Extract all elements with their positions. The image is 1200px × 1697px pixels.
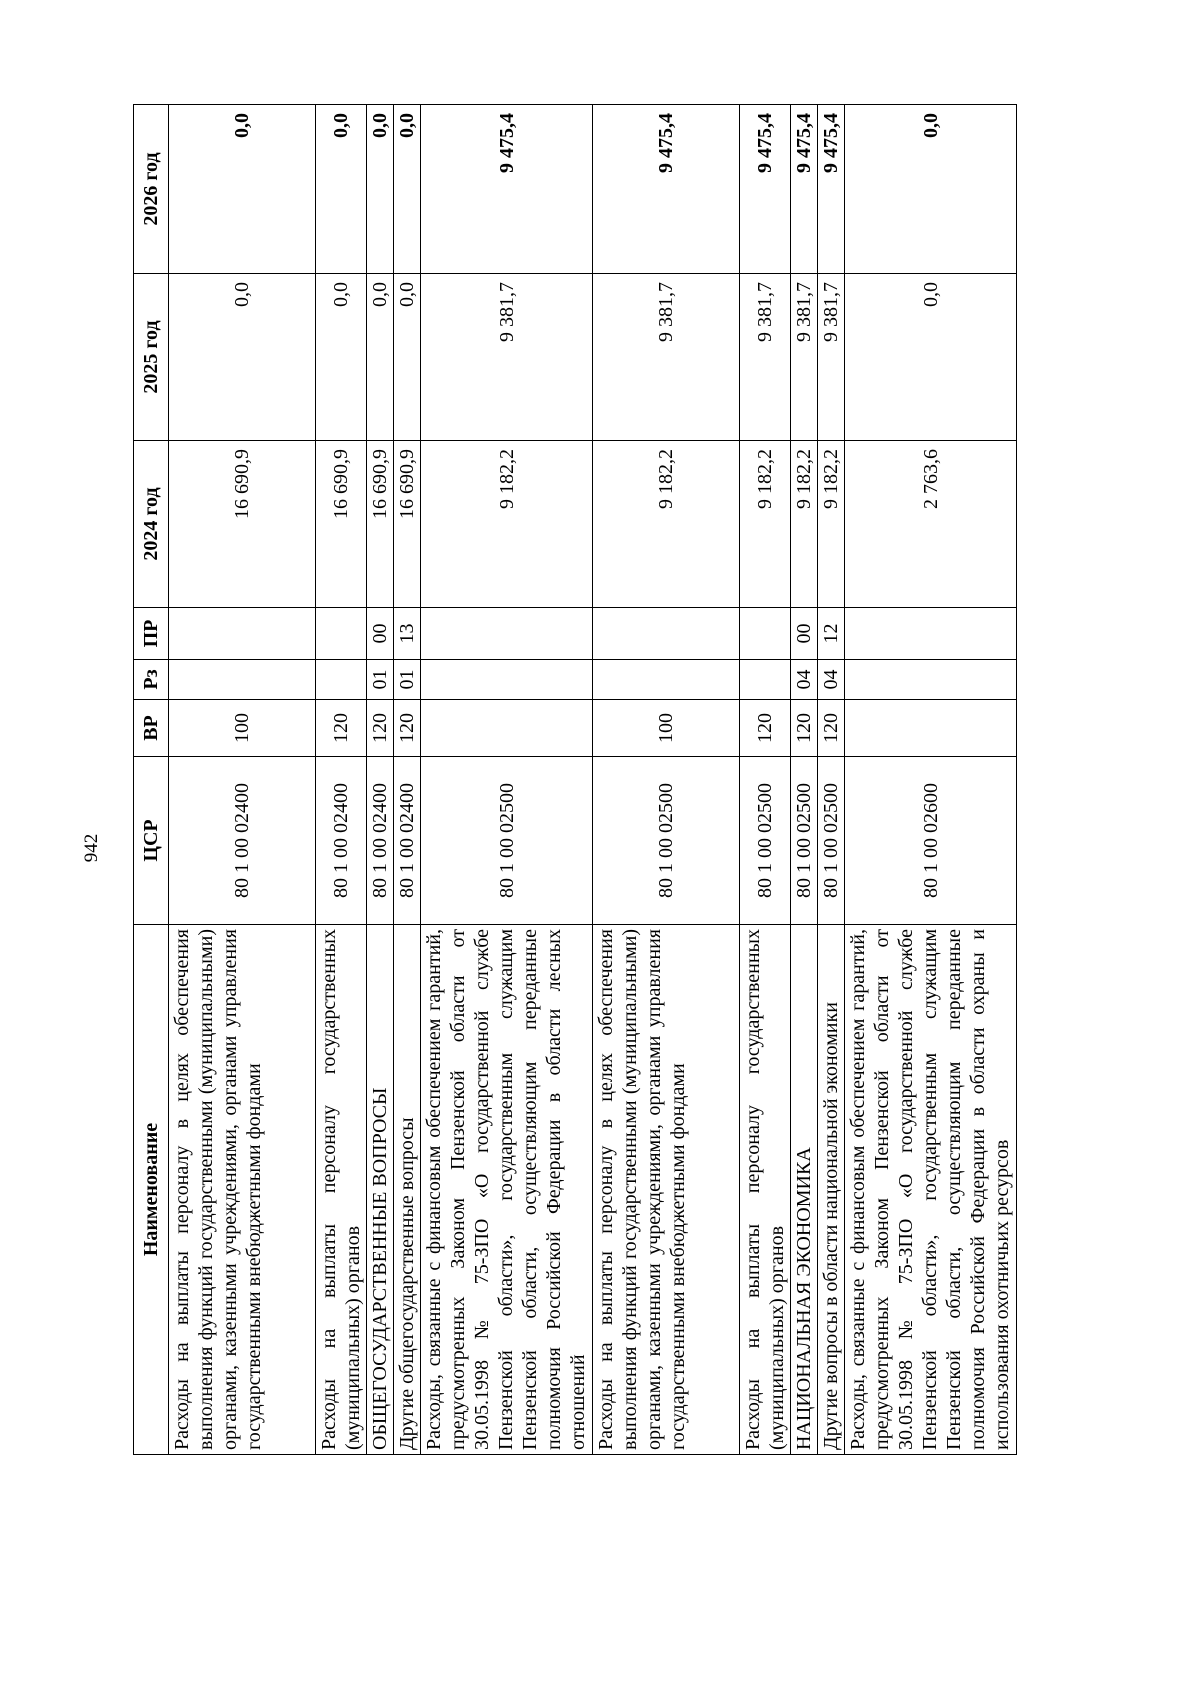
row-name: ОБЩЕГОСУДАРСТВЕННЫЕ ВОПРОСЫ	[367, 925, 394, 1455]
table-row	[791, 105, 818, 1455]
header-name: Наименование	[134, 925, 169, 1455]
table-row	[845, 105, 1017, 1455]
table-row	[421, 105, 593, 1455]
row-name: НАЦИОНАЛЬНАЯ ЭКОНОМИКА	[791, 925, 818, 1455]
row-2024: 9 182,2	[740, 441, 791, 608]
table-row	[740, 105, 791, 1455]
row-2024: 9 182,2	[818, 441, 845, 608]
row-csr: 80 1 00 02400	[169, 757, 316, 925]
row-vr: 120	[316, 700, 367, 757]
row-name: Расходы, связанные с финансовым обеспечением гарантий, предусмотренных Законом Пензенской области от 30.05.1998 № 75-ЗПО «О государственной службе Пензенской области», государственным служащим Пензенской области, осуществляющим переданные полномочия Российской Федерации в области охраны и использования охотничьих ресурсов	[845, 925, 1017, 1455]
row-csr: 80 1 00 02400	[367, 757, 394, 925]
row-pr: 12	[818, 608, 845, 660]
row-pr: 13	[394, 608, 421, 660]
budget-table-container	[133, 105, 1071, 1455]
row-2026: 0,0	[169, 105, 316, 274]
row-vr: 120	[818, 700, 845, 757]
page-number-text: 942	[81, 833, 102, 863]
row-rz	[845, 660, 1017, 700]
row-csr: 80 1 00 02500	[818, 757, 845, 925]
row-pr	[421, 608, 593, 660]
header-pr: ПР	[134, 608, 169, 660]
header-2025: 2025 год	[134, 274, 169, 441]
row-csr: 80 1 00 02500	[421, 757, 593, 925]
row-csr: 80 1 00 02400	[316, 757, 367, 925]
row-2024: 9 182,2	[593, 441, 740, 608]
row-rz	[421, 660, 593, 700]
row-rz: 01	[367, 660, 394, 700]
row-name: Расходы на выплаты персоналу государственных (муниципальных) органов	[740, 925, 791, 1455]
row-2026: 0,0	[316, 105, 367, 274]
row-rz: 04	[818, 660, 845, 700]
header-2026: 2026 год	[134, 105, 169, 274]
row-rz: 01	[394, 660, 421, 700]
row-pr	[316, 608, 367, 660]
row-2024: 16 690,9	[316, 441, 367, 608]
row-2025: 0,0	[169, 274, 316, 441]
row-2024: 9 182,2	[791, 441, 818, 608]
table-row	[593, 105, 740, 1455]
row-pr	[169, 608, 316, 660]
header-2024: 2024 год	[134, 441, 169, 608]
table-row	[394, 105, 421, 1455]
row-2026: 9 475,4	[593, 105, 740, 274]
row-2025: 9 381,7	[593, 274, 740, 441]
row-vr: 120	[791, 700, 818, 757]
header-vr: ВР	[134, 700, 169, 757]
row-2024: 9 182,2	[421, 441, 593, 608]
row-csr: 80 1 00 02400	[394, 757, 421, 925]
row-name: Расходы, связанные с финансовым обеспечением гарантий, предусмотренных Законом Пензенской области от 30.05.1998 № 75-ЗПО «О государственной службе Пензенской области», государственным служащим Пензенской области, осуществляющим переданные полномочия Российской Федерации в области лесных отношений	[421, 925, 593, 1455]
row-2025: 9 381,7	[791, 274, 818, 441]
row-2025: 9 381,7	[818, 274, 845, 441]
row-2025: 9 381,7	[740, 274, 791, 441]
row-name: Расходы на выплаты персоналу в целях обеспечения выполнения функций государственными (муниципальными) органами, казенными учреждениями, органами управления государственными внебюджетными фондами	[169, 925, 316, 1455]
row-csr: 80 1 00 02500	[740, 757, 791, 925]
row-2024: 16 690,9	[367, 441, 394, 608]
table-row	[818, 105, 845, 1455]
row-vr: 100	[593, 700, 740, 757]
table-header-row	[134, 105, 169, 1455]
table-row	[169, 105, 316, 1455]
row-vr: 100	[169, 700, 316, 757]
row-2025: 0,0	[394, 274, 421, 441]
row-2026: 0,0	[845, 105, 1017, 274]
row-name: Расходы на выплаты персоналу государственных (муниципальных) органов	[316, 925, 367, 1455]
row-2024: 16 690,9	[394, 441, 421, 608]
row-vr	[845, 700, 1017, 757]
row-2026: 9 475,4	[740, 105, 791, 274]
row-rz	[316, 660, 367, 700]
row-rz	[169, 660, 316, 700]
row-vr: 120	[394, 700, 421, 757]
row-vr: 120	[740, 700, 791, 757]
row-2025: 9 381,7	[421, 274, 593, 441]
row-2026: 0,0	[394, 105, 421, 274]
row-name: Другие вопросы в области национальной экономики	[818, 925, 845, 1455]
row-2025: 0,0	[367, 274, 394, 441]
row-csr: 80 1 00 02600	[845, 757, 1017, 925]
row-rz: 04	[791, 660, 818, 700]
row-vr: 120	[367, 700, 394, 757]
row-2026: 9 475,4	[818, 105, 845, 274]
header-csr: ЦСР	[134, 757, 169, 925]
row-2026: 9 475,4	[421, 105, 593, 274]
row-name: Другие общегосударственные вопросы	[394, 925, 421, 1455]
row-pr	[740, 608, 791, 660]
budget-table	[133, 104, 1017, 1455]
row-2026: 9 475,4	[791, 105, 818, 274]
row-2024: 2 763,6	[845, 441, 1017, 608]
row-csr: 80 1 00 02500	[593, 757, 740, 925]
row-pr: 00	[791, 608, 818, 660]
table-row	[367, 105, 394, 1455]
row-2025: 0,0	[316, 274, 367, 441]
row-vr	[421, 700, 593, 757]
row-pr	[593, 608, 740, 660]
row-csr: 80 1 00 02500	[791, 757, 818, 925]
row-pr	[845, 608, 1017, 660]
row-2025: 0,0	[845, 274, 1017, 441]
row-rz	[593, 660, 740, 700]
row-2026: 0,0	[367, 105, 394, 274]
row-rz	[740, 660, 791, 700]
row-name: Расходы на выплаты персоналу в целях обеспечения выполнения функций государственными (муниципальными) органами, казенными учреждениями, органами управления государственными внебюджетными фондами	[593, 925, 740, 1455]
header-rz: Рз	[134, 660, 169, 700]
table-row	[316, 105, 367, 1455]
row-pr: 00	[367, 608, 394, 660]
row-2024: 16 690,9	[169, 441, 316, 608]
